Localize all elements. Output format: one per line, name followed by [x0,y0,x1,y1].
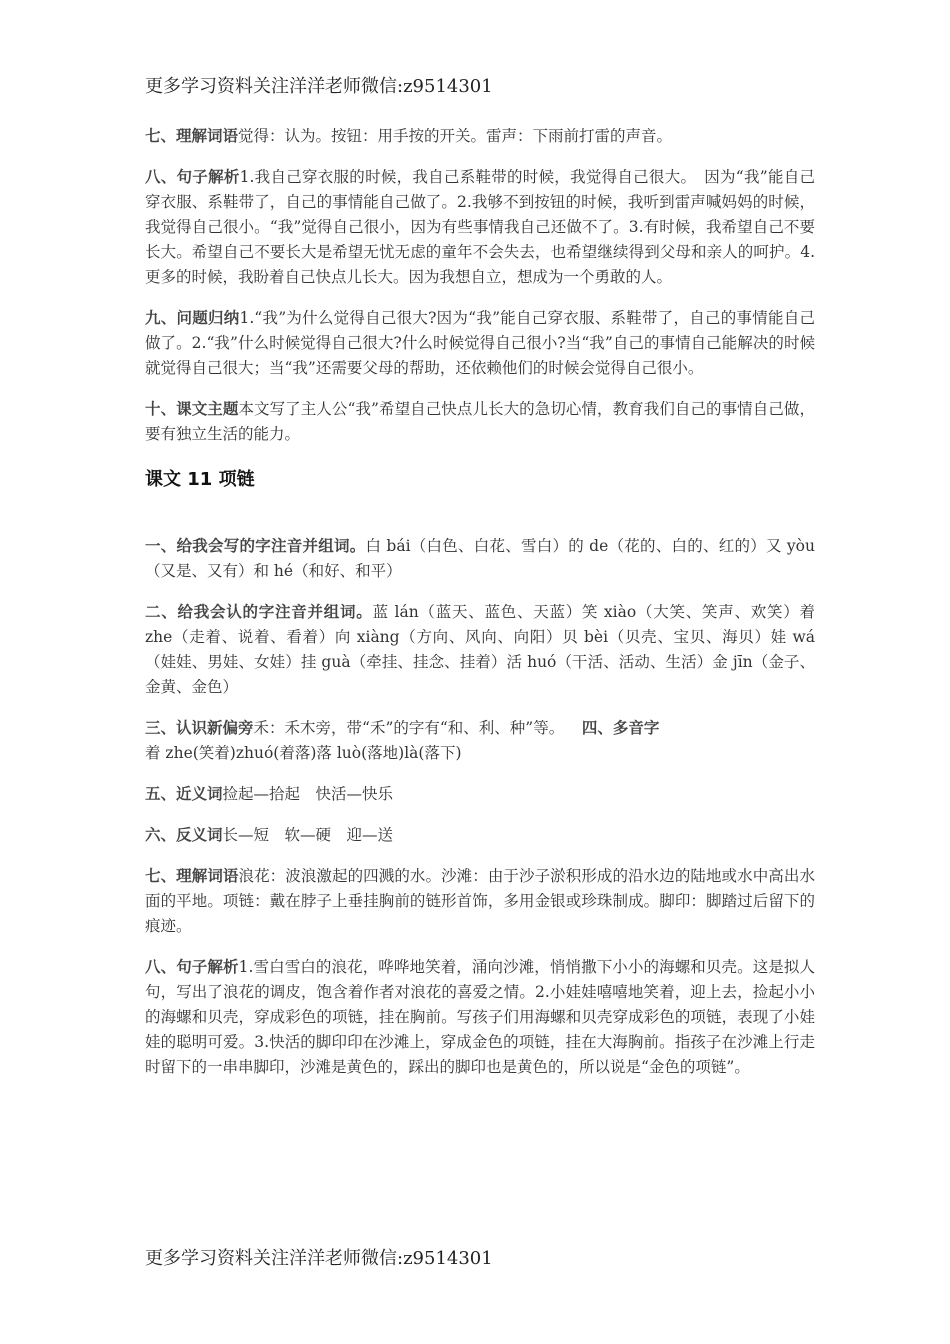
section-label: 六、反义词 [145,826,223,844]
section-label: 五、近义词 [145,785,223,803]
section-label: 八、句子解析 [145,168,240,186]
lesson-section-5 [145,782,815,807]
prev-section-9 [145,306,815,381]
section-text: 觉得：认为。按钮：用手按的开关。雷声：下雨前打雷的声音。 [238,127,673,145]
lesson-section-8 [145,955,815,1080]
section-text: 着 zhe(笑着)zhuó(着落)落 luò(落地)là(落下) [145,744,462,762]
page-footer: 更多学习资料关注洋洋老师微信:z9514301 [145,1248,493,1269]
section-text: 1.“我”为什么觉得自己很大?因为“我”能自己穿衣服、系鞋带了，自己的事情能自己做了。2.“我”什么时候觉得自己很大?什么时候觉得自己很小?当“我”自己的事情自己能解决的时候就觉得自己很大；当“我”还需要父母的帮助，还依赖他们的时候会觉得自己很小。 [145,309,815,377]
section-text: 长—短 软—硬 迎—送 [222,826,394,844]
lesson-title: 课文 11 项链 [145,469,255,490]
section-text: 蓝 lán（蓝天、蓝色、天蓝）笑 xiào（大笑、笑声、欢笑）着 zhe（走着、说着、看着）向 xiàng（方向、风向、向阳）贝 bèi（贝壳、宝贝、海贝）娃 wá（娃娃、男娃、女娃）挂 guà（牵挂、挂念、挂着）活 huó（干活、活动、生活）金 jīn（金子、金黄、金色） [145,603,815,696]
section-label: 七、理解词语 [145,867,239,885]
document-body [145,124,815,1096]
section-text: 禾：禾木旁，带“禾”的字有“和、利、种”等。 [253,719,572,737]
page-header: 更多学习资料关注洋洋老师微信:z9514301 [145,76,493,97]
section-label: 十、课文主题 [145,400,239,418]
section-text: 本文写了主人公“我”希望自己快点儿长大的急切心情，教育我们自己的事情自己做，要有独立生活的能力。 [145,400,815,443]
section-label: 九、问题归纳 [145,309,240,327]
prev-section-10 [145,397,815,447]
section-text: 1.雪白雪白的浪花，哗哗地笑着，涌向沙滩，悄悄撒下小小的海螺和贝壳。这是拟人句，写出了浪花的调皮，饱含着作者对浪花的喜爱之情。2.小娃娃嘻嘻地笑着，迎上去，捡起小小的海螺和贝壳，穿成彩色的项链，挂在胸前。写孩子们用海螺和贝壳穿成彩色的项链，表现了小娃娃的聪明可爱。3.快活的脚印印在沙滩上，穿成金色的项链，挂在大海胸前。指孩子在沙滩上行走时留下的一串串脚印，沙滩是黄色的，踩出的脚印也是黄色的，所以说是“金色的项链”。 [145,958,815,1076]
section-label: 七、理解词语 [145,127,239,145]
section-label: 四、多音字 [581,719,660,737]
section-label: 二、给我会认的字注音并组词。 [145,603,373,621]
prev-section-8 [145,165,815,290]
lesson-section-2 [145,600,815,700]
section-text: 捡起—拾起 快活—快乐 [222,785,394,803]
section-label: 八、句子解析 [145,958,239,976]
section-text: 浪花：波浪激起的四溅的水。沙滩：由于沙子淤积形成的沿水边的陆地或水中高出水面的平地。项链：戴在脖子上垂挂胸前的链形首饰，多用金银或珍珠制成。脚印：脚踏过后留下的痕迹。 [145,867,815,935]
lesson-section-7 [145,864,815,939]
section-label: 三、认识新偏旁 [145,719,254,737]
section-label: 一、给我会写的字注音并组词。 [145,537,366,555]
prev-section-7 [145,124,815,149]
lesson-section-1 [145,534,815,584]
lesson-section-3-4 [145,716,815,766]
section-text: 白 bái（白色、白花、雪白）的 de（花的、白的、红的）又 yòu（又是、又有）和 hé（和好、和平） [145,537,815,580]
lesson-section-6 [145,823,815,848]
section-text: 1.我自己穿衣服的时候，我自己系鞋带的时候，我觉得自己很大。 因为“我”能自己穿衣服、系鞋带了，自己的事情能自己做了。2.我够不到按钮的时候，我听到雷声喊妈妈的时候，我觉得自己很小。“我”觉得自己很小，因为有些事情我自己还做不了。3.有时候，我希望自己不要长大。希望自己不要长大是希望无忧无虑的童年不会失去，也希望继续得到父母和亲人的呵护。4.更多的时候，我盼着自己快点儿长大。因为我想自立，想成为一个勇敢的人。 [145,168,815,286]
